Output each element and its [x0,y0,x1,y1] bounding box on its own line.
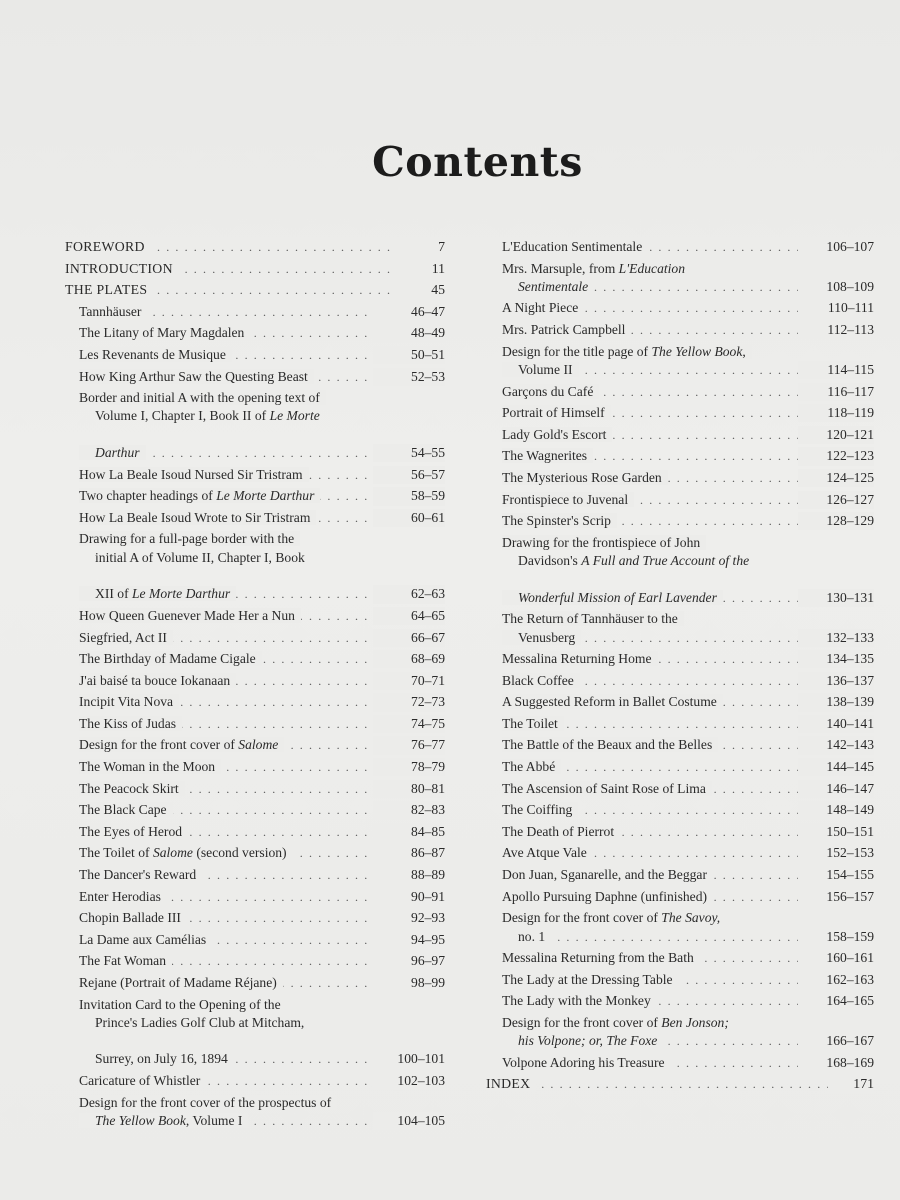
toc-entry-title [79,823,373,841]
toc-entry-title [79,629,373,647]
toc-entry [65,1072,445,1090]
toc-entry [65,466,445,484]
toc-entry-title [502,383,798,401]
toc-entry-line: Garçons du Café [502,384,599,399]
toc-entry-page: 102–103 [373,1072,445,1090]
toc-entry-line: The Mysterious Rose Garden [502,470,668,485]
toc-entry [65,650,445,668]
toc-entry [486,469,874,487]
toc-entry [486,823,874,841]
toc-entry-line: The Fat Woman [79,953,172,968]
toc-entry [65,888,445,906]
toc-entry-line: The Litany of Mary Magdalen [79,325,250,340]
toc-entry-page: 100–101 [373,1050,445,1068]
toc-entry-page: 164–165 [798,992,874,1010]
toc-entry-page: 74–75 [373,715,445,733]
toc-entry-page: 120–121 [798,426,874,444]
toc-entry-line: L'Education Sentimentale [502,239,648,254]
toc-entry [486,736,874,754]
toc-entry [65,260,445,278]
toc-entry [65,346,445,364]
toc-entry-line: Venusberg [502,630,581,645]
toc-entry [65,303,445,321]
toc-entry-page: 86–87 [373,844,445,862]
toc-entry [65,780,445,798]
toc-entry-line: Volume II [502,362,579,377]
toc-entry-line: Drawing for the frontispiece of John [502,535,706,550]
toc-entry-title [502,469,798,487]
toc-entry-line: Invitation Card to the Opening of the [79,997,287,1012]
toc-entry-line: Ave Atque Vale [502,845,593,860]
toc-entry-line: A Night Piece [502,300,584,315]
toc-entry-page: 114–115 [798,361,874,379]
toc-entry-page: 46–47 [373,303,445,321]
toc-entry-title [502,610,798,647]
toc-entry-page: 126–127 [798,491,874,509]
toc-entry-line: Enter Herodias [79,889,167,904]
toc-entry-line: Apollo Pursuing Daphne (unfinished) [502,889,713,904]
toc-entry [486,343,874,380]
toc-entry [486,447,874,465]
toc-entry-line: Wonderful Mission of Earl Lavender [502,590,723,605]
toc-entry-page: 90–91 [373,888,445,906]
toc-entry-title [502,238,798,256]
toc-entry [65,758,445,776]
toc-entry-page: 168–169 [798,1054,874,1072]
toc-entry-page: 64–65 [373,607,445,625]
toc-entry-title [65,281,395,299]
toc-entry-line: The Ascension of Saint Rose of Lima [502,781,712,796]
toc-entry-line: The Woman in the Moon [79,759,221,774]
toc-entry-line: The Peacock Skirt [79,781,185,796]
toc-entry-page: 136–137 [798,672,874,690]
toc-entry-title [502,693,798,711]
toc-entry-title [486,1075,828,1093]
toc-entry-page: 72–73 [373,693,445,711]
toc-entry-title [79,509,373,527]
toc-entry-line: Tannhäuser [79,304,147,319]
toc-entry-page: 70–71 [373,672,445,690]
toc-entry-line: Don Juan, Sganarelle, and the Beggar [502,867,713,882]
toc-entry [486,650,874,668]
page-title: Contents [372,138,583,186]
toc-entry-line: Davidson's A Full and True Account of the [518,553,750,569]
toc-entry-page: 148–149 [798,801,874,819]
toc-entry-line: How La Beale Isoud Nursed Sir Tristram [79,467,309,482]
toc-entry-title [79,866,373,884]
toc-entry [65,607,445,625]
contents-left-column [65,238,445,1134]
toc-entry-line: The Eyes of Herod [79,824,188,839]
toc-entry-title [502,343,798,380]
toc-entry [486,321,874,339]
toc-entry-line: Border and initial A with the opening text of [79,390,326,405]
toc-entry-line: Les Revenants de Musique [79,347,232,362]
toc-entry-line: The Kiss of Judas [79,716,182,731]
toc-entry-line: The Lady at the Dressing Table [502,972,679,987]
toc-entry-title [502,780,798,798]
toc-entry-title [79,487,373,505]
toc-entry-line: A Suggested Reform in Ballet Costume [502,694,723,709]
toc-entry-line: Messalina Returning Home [502,651,658,666]
toc-entry-title [79,780,373,798]
toc-entry [65,844,445,862]
toc-entry-line: How King Arthur Saw the Questing Beast [79,369,314,384]
toc-entry-line: The Return of Tannhäuser to the [502,611,684,626]
toc-entry-line: The Coiffing [502,802,578,817]
toc-entry-page: 144–145 [798,758,874,776]
toc-entry [486,1014,874,1051]
toc-entry-line: The Spinster's Scrip [502,513,617,528]
toc-entry-page: 50–51 [373,346,445,364]
toc-entry-line: Portrait of Himself [502,405,611,420]
toc-entry [486,426,874,444]
toc-entry-line: initial A of Volume II, Chapter I, Book [95,549,305,565]
toc-entry [65,509,445,527]
toc-entry-page: 166–167 [798,1032,874,1050]
toc-entry-line: Frontispiece to Juvenal [502,492,634,507]
toc-entry-page: 66–67 [373,629,445,647]
toc-entry-page: 82–83 [373,801,445,819]
toc-entry [65,866,445,884]
toc-entry-title [65,238,395,256]
toc-entry-title [502,823,798,841]
toc-entry-title [79,672,373,690]
toc-entry-page: 118–119 [798,404,874,422]
toc-entry-page: 84–85 [373,823,445,841]
toc-entry-title [502,758,798,776]
toc-entry [65,909,445,927]
toc-entry [486,534,874,607]
toc-entry-title [502,715,798,733]
toc-entry-title [502,844,798,862]
toc-entry-page: 98–99 [373,974,445,992]
toc-entry-line: Rejane (Portrait of Madame Réjane) [79,975,283,990]
toc-entry [486,758,874,776]
toc-entry-title [79,909,373,927]
toc-entry-title [79,530,373,603]
toc-entry-title [502,321,798,339]
toc-entry [65,974,445,992]
toc-entry-title [502,650,798,668]
toc-entry-title [502,260,798,297]
toc-entry-line: Chopin Ballade III [79,910,187,925]
toc-entry-page: 132–133 [798,629,874,647]
toc-entry-title [79,844,373,862]
toc-entry-page: 116–117 [798,383,874,401]
toc-entry [486,383,874,401]
toc-entry [65,672,445,690]
toc-entry-line: no. 1 [502,929,551,944]
toc-entry-line: Sentimentale [502,279,594,294]
toc-entry-line: Two chapter headings of Le Morte Darthur [79,488,320,503]
toc-entry [486,1054,874,1072]
toc-entry-line: his Volpone; or, The Foxe [502,1033,663,1048]
toc-entry-line: Prince's Ladies Golf Club at Mitcham, [95,1014,305,1030]
toc-entry-page: 130–131 [798,589,874,607]
toc-entry [486,715,874,733]
toc-entry-line: Design for the title page of The Yellow Book, [502,344,752,359]
toc-entry-page: 88–89 [373,866,445,884]
toc-entry-page: 52–53 [373,368,445,386]
toc-entry-page: 58–59 [373,487,445,505]
toc-entry-page: 154–155 [798,866,874,884]
toc-entry-page: 112–113 [798,321,874,339]
toc-entry-title [502,299,798,317]
toc-entry-page: 94–95 [373,931,445,949]
toc-entry-line: Caricature of Whistler [79,1073,206,1088]
toc-entry-title [79,650,373,668]
toc-entry [486,512,874,530]
toc-entry-title [502,736,798,754]
toc-entry-page: 48–49 [373,324,445,342]
toc-entry-line: The Dancer's Reward [79,867,202,882]
toc-entry-page: 152–153 [798,844,874,862]
toc-entry-title [502,672,798,690]
toc-entry-title [502,888,798,906]
toc-entry-line: XII of Le Morte Darthur [79,586,236,601]
toc-entry [65,1094,445,1131]
toc-entry-title [502,447,798,465]
toc-entry-line: The Abbé [502,759,561,774]
toc-entry-line: Messalina Returning from the Bath [502,950,700,965]
toc-entry-title [79,758,373,776]
toc-entry-line: J'ai baisé ta bouce Iokanaan [79,673,236,688]
toc-entry-page: 171 [828,1075,874,1093]
toc-entry-page: 78–79 [373,758,445,776]
toc-entry-line: Design for the front cover of The Savoy, [502,910,726,925]
toc-entry-title [502,1014,798,1051]
toc-entry-page: 11 [395,260,445,278]
toc-entry-title [79,324,373,342]
toc-entry-line: Lady Gold's Escort [502,427,612,442]
toc-entry-page: 162–163 [798,971,874,989]
toc-entry-page: 122–123 [798,447,874,465]
toc-entry-title [502,426,798,444]
toc-entry-line: The Toilet [502,716,564,731]
toc-entry-line: The Battle of the Beaux and the Belles [502,737,718,752]
toc-entry-title [502,512,798,530]
toc-entry-page: 140–141 [798,715,874,733]
toc-entry-title [79,368,373,386]
toc-entry-page: 110–111 [798,299,874,317]
toc-entry-line: Darthur [79,445,146,460]
toc-entry [486,866,874,884]
toc-entry-page: 128–129 [798,512,874,530]
toc-entry-line: Black Coffee [502,673,580,688]
toc-entry-title [502,404,798,422]
toc-entry-title [79,736,373,754]
toc-entry-page: 108–109 [798,278,874,296]
toc-entry-title [502,534,798,607]
toc-entry [65,324,445,342]
toc-entry-page: 156–157 [798,888,874,906]
toc-entry-page: 54–55 [373,444,445,462]
toc-entry-title [79,607,373,625]
toc-entry-page: 134–135 [798,650,874,668]
toc-entry-line: Design for the front cover of Salome [79,737,284,752]
toc-entry [486,238,874,256]
toc-entry-line: The Black Cape [79,802,173,817]
toc-entry-title [79,974,373,992]
toc-entry [486,260,874,297]
toc-entry [65,952,445,970]
toc-entry-line: The Death of Pierrot [502,824,620,839]
toc-entry-line: Mrs. Marsuple, from L'Education [502,261,691,276]
toc-entry-page: 104–105 [373,1112,445,1130]
toc-entry [486,404,874,422]
toc-entry-line: Volpone Adoring his Treasure [502,1055,671,1070]
contents-right-column [486,238,874,1097]
toc-entry [486,299,874,317]
toc-entry-title [502,491,798,509]
toc-entry-title [65,260,395,278]
toc-entry-line: Design for the front cover of the prospectus of [79,1095,337,1110]
toc-entry [65,996,445,1069]
toc-entry [486,693,874,711]
toc-entry-page: 142–143 [798,736,874,754]
toc-entry-page: 96–97 [373,952,445,970]
toc-entry-page: 80–81 [373,780,445,798]
toc-entry [65,931,445,949]
toc-entry-page: 62–63 [373,585,445,603]
toc-entry-page: 56–57 [373,466,445,484]
toc-entry-line: FOREWORD [65,239,151,254]
toc-entry-page: 76–77 [373,736,445,754]
toc-entry-page: 45 [395,281,445,299]
toc-entry-page: 124–125 [798,469,874,487]
toc-entry [65,715,445,733]
toc-entry [65,238,445,256]
toc-entry-title [502,992,798,1010]
toc-entry-line: The Wagnerites [502,448,593,463]
toc-entry [65,736,445,754]
toc-entry [65,801,445,819]
toc-entry [486,491,874,509]
toc-entry-line: INDEX [486,1076,536,1091]
toc-entry [486,992,874,1010]
toc-entry-page: 158–159 [798,928,874,946]
toc-entry-page: 7 [395,238,445,256]
toc-entry-title [79,693,373,711]
toc-entry-title [79,303,373,321]
toc-entry-page: 146–147 [798,780,874,798]
toc-entry-title [502,866,798,884]
toc-entry-line: Drawing for a full-page border with the [79,531,300,546]
toc-entry [486,909,874,946]
toc-entry-title [79,466,373,484]
toc-entry-page: 138–139 [798,693,874,711]
toc-entry-page: 160–161 [798,949,874,967]
toc-entry-page: 68–69 [373,650,445,668]
toc-entry [65,823,445,841]
toc-entry-line: Incipit Vita Nova [79,694,179,709]
toc-entry [486,672,874,690]
toc-entry-line: The Toilet of Salome (second version) [79,845,293,860]
toc-entry-line: Siegfried, Act II [79,630,173,645]
toc-entry-title [79,715,373,733]
toc-entry-title [79,888,373,906]
toc-entry [65,629,445,647]
toc-entry-line: Surrey, on July 16, 1894 [79,1051,234,1066]
toc-entry [486,780,874,798]
toc-entry-line: La Dame aux Camélias [79,932,212,947]
toc-entry-title [79,801,373,819]
toc-entry-line: How Queen Guenever Made Her a Nun [79,608,301,623]
toc-entry-line: The Birthday of Madame Cigale [79,651,262,666]
toc-entry [486,1075,874,1093]
toc-entry-title [79,996,373,1069]
toc-entry-title [79,1094,373,1131]
toc-entry-title [79,931,373,949]
toc-entry [486,888,874,906]
toc-entry-page: 106–107 [798,238,874,256]
toc-entry-line: THE PLATES [65,282,153,297]
toc-entry [486,971,874,989]
toc-entry-line: The Lady with the Monkey [502,993,657,1008]
toc-entry-title [79,346,373,364]
toc-entry [65,281,445,299]
toc-entry [65,389,445,462]
toc-entry-line: Mrs. Patrick Campbell [502,322,631,337]
toc-entry [65,487,445,505]
toc-entry [65,368,445,386]
toc-entry-page: 60–61 [373,509,445,527]
toc-entry-title [79,952,373,970]
toc-entry-line: INTRODUCTION [65,261,179,276]
toc-entry [65,693,445,711]
toc-entry-page: 150–151 [798,823,874,841]
toc-entry-title [502,949,798,967]
toc-entry-title [79,1072,373,1090]
toc-entry-title [502,909,798,946]
toc-entry [486,949,874,967]
toc-entry [486,844,874,862]
toc-entry [486,610,874,647]
toc-entry [65,530,445,603]
toc-entry-page: 92–93 [373,909,445,927]
toc-entry-title [502,971,798,989]
toc-entry-line: How La Beale Isoud Wrote to Sir Tristram [79,510,316,525]
toc-entry-title [79,389,373,462]
toc-entry [486,801,874,819]
toc-entry-title [502,1054,798,1072]
toc-entry-title [502,801,798,819]
toc-entry-line: Volume I, Chapter I, Book II of Le Morte [95,408,320,424]
toc-entry-line: The Yellow Book, Volume I [79,1113,248,1128]
toc-entry-line: Design for the front cover of Ben Jonson; [502,1015,735,1030]
